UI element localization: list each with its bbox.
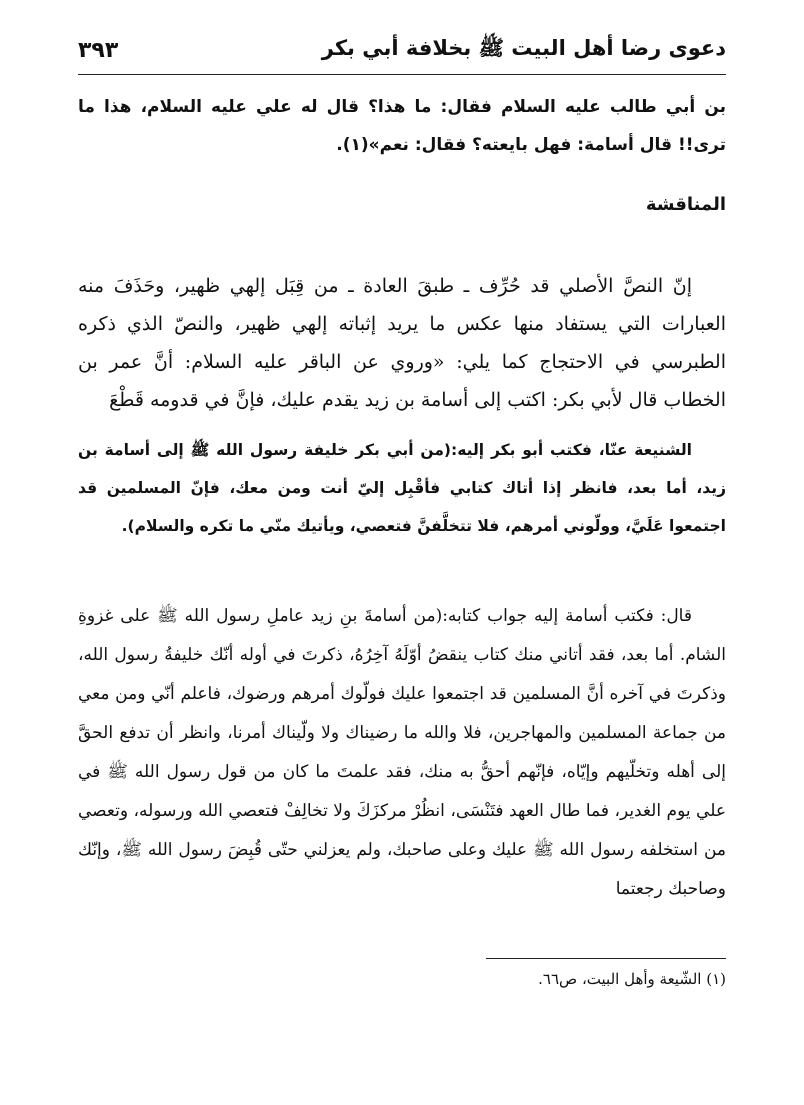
running-title: دعوى رضا أهل البيت ﷺ بخلافة أبي بكر <box>321 35 726 60</box>
footnote-divider <box>486 958 726 959</box>
page-header <box>78 32 726 68</box>
intro-quote-paragraph: بن أبي طالب عليه السلام فقال: ما هذا؟ قال له علي عليه السلام، هذا ما ترى!! قال أسامة: فهل بايعته؟ فقال: نعم»(١). <box>78 97 726 155</box>
body-paragraph-2: الشنيعة عنّا، فكتب أبو بكر إليه:(من أبي بكر خليفة رسول الله ﷺ إلى أسامة بن زيد، أما بعد، فانظر إذا أتاك كتابي فأقْبِل إليّ أنت ومن معك، فإنّ المسلمين قد اجتمعوا عَلَيَّ، وولّوني أمرهم، فلا تتخلَّفنَّ فتعصي، ويأتيك منّي ما تكره والسلام). <box>78 440 726 535</box>
footnote: (١) الشّيعة وأهل البيت، ص٦٦. <box>538 970 726 988</box>
header-divider <box>78 74 726 75</box>
section-heading: المناقشة <box>645 194 726 215</box>
body-paragraph-3: قال: فكتب أسامة إليه جواب كتابه:(من أسامةَ بنِ زيد عاملِ رسول الله ﷺ على غزوةِ الشام. أما بعد، فقد أتاني منك كتاب ينقضُ أوّلَهُ آخِرُهُ، ذكرتَ في أوله أنّك خليفةُ رسول الله، وذكرتَ في آخره أنَّ المسلمين قد اجتمعوا عليك فولّوك أمرهم ورضوك، فاعلم أنّي ومن معي من جماعة المسلمين والمهاجرين، فلا والله ما رضيناك ولا ولّيناك أمرنا، وانظر أن تدفع الحقَّ إلى أهله وتخلّيهم وإيّاه، فإنّهم أحقُّ به منك، فقد علمتَ ما كان من قول رسول الله ﷺ في علي يوم الغدير، فما طال العهد فتَنْسَى، انظُرْ مركزَكَ ولا تخالِفْ فتعصي الله ورسوله، وتعصي من استخلفه رسول الله ﷺ عليك وعلى صاحبك، ولم يعزلني حتّى قُبِضَ رسول الله ﷺ، وإنّك وصاحبك رجعتما <box>78 606 726 899</box>
page-number: ٣٩٣ <box>78 37 119 63</box>
body-paragraph-1: إنّ النصَّ الأصلي قد حُرِّف ـ طبقَ العادة ـ من قِبَل إلهي ظهير، وحَذَفَ منه العبارات التي يستفاد منها عكس ما يريد إثباته إلهي ظهير، والنصّ الذي ذكره الطبرسي في الاحتجاج كما يلي: «وروي عن الباقر عليه السلام: أنَّ عمر بن الخطاب قال لأبي بكر: اكتب إلى أسامة بن زيد يقدم عليك، فإنَّ في قدومه قَطْعَ <box>78 275 726 411</box>
